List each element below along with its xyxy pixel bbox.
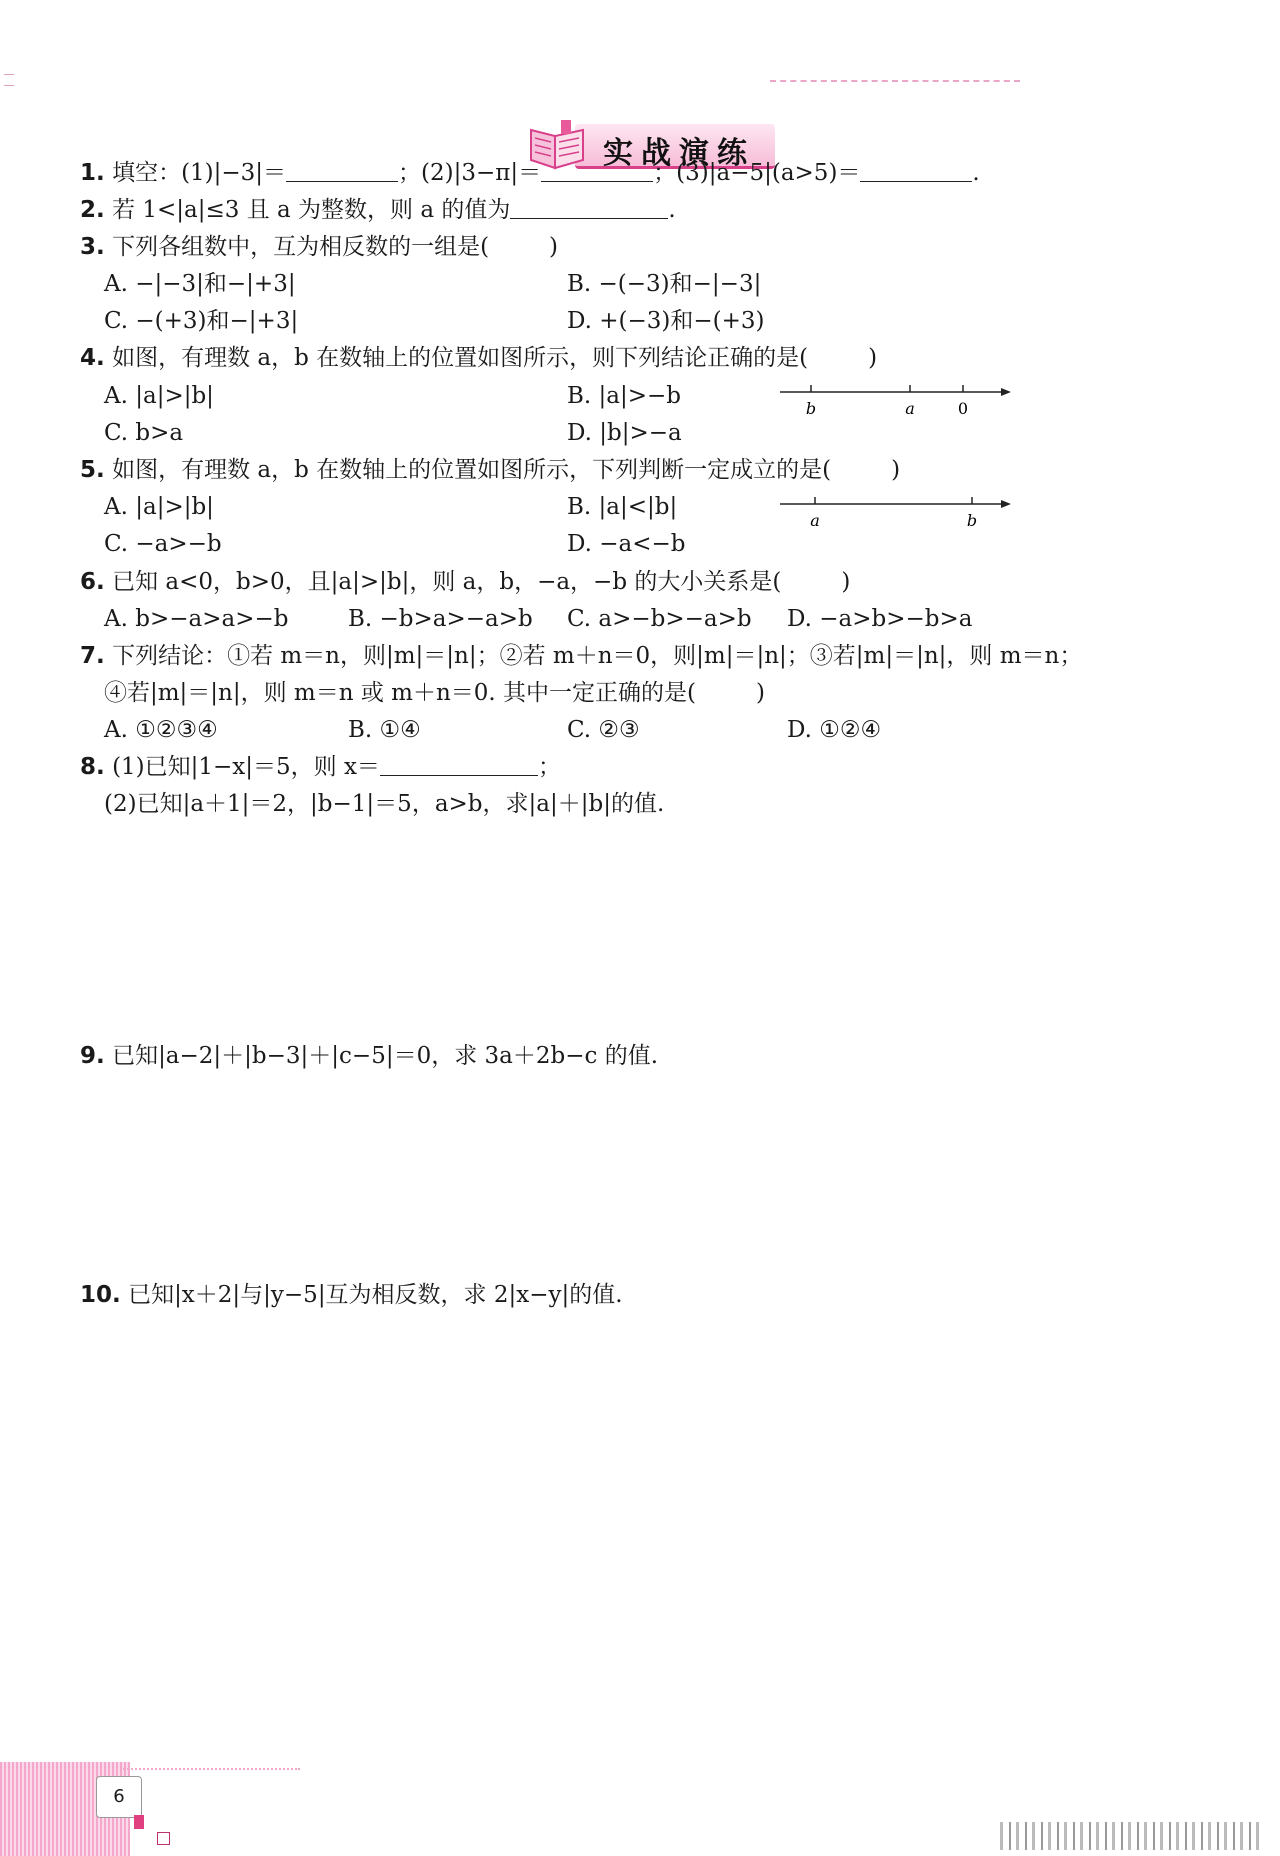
- question-number: 3.: [80, 234, 105, 260]
- question-number: 1.: [80, 160, 105, 186]
- option-d[interactable]: D. +(−3)和−(+3): [567, 308, 765, 334]
- option-d[interactable]: D. −a>b>−b>a: [787, 606, 973, 632]
- question-number: 10.: [80, 1282, 121, 1308]
- q3-close: ): [549, 234, 559, 260]
- q2-text: 若 1<|a|≤3 且 a 为整数，则 a 的值为: [112, 197, 511, 223]
- option-c[interactable]: C. a>−b>−a>b: [567, 606, 752, 632]
- question-7: [80, 641, 1082, 671]
- number-line-q4: [775, 380, 1015, 420]
- question-number: 9.: [80, 1043, 105, 1069]
- axis-label-a: a: [905, 399, 915, 418]
- question-5: [80, 455, 900, 485]
- option-b[interactable]: B. |a|<|b|: [567, 494, 678, 520]
- option-a[interactable]: A. |a|>|b|: [104, 383, 214, 409]
- corner-mark: [4, 74, 14, 86]
- option-b[interactable]: B. ①④: [348, 717, 421, 743]
- axis-label-zero: 0: [957, 399, 969, 418]
- q1-end: .: [972, 160, 980, 186]
- number-line-q5: [775, 492, 1015, 532]
- q3-text: 下列各组数中，互为相反数的一组是(: [112, 234, 490, 260]
- q7-line-1: 下列结论：①若 m＝n，则|m|＝|n|；②若 m＋n＝0，则|m|＝|n|；③若|m|＝|n|，则 m＝n；: [112, 643, 1083, 669]
- q9-text: 已知|a−2|＋|b−3|＋|c−5|＝0，求 3a＋2b−c 的值.: [112, 1043, 659, 1069]
- q5-text: 如图，有理数 a，b 在数轴上的位置如图所示，下列判断一定成立的是(: [112, 457, 832, 483]
- q6-close: ): [841, 569, 851, 595]
- answer-blank[interactable]: [286, 159, 398, 182]
- question-1: [80, 158, 980, 188]
- option-d[interactable]: D. |b|>−a: [567, 420, 682, 446]
- question-8-part-2: (2)已知|a＋1|＝2，|b−1|＝5，a>b，求|a|＋|b|的值.: [104, 791, 665, 817]
- q10-text: 已知|x＋2|与|y−5|互为相反数，求 2|x−y|的值.: [128, 1282, 623, 1308]
- axis-label-b: b: [966, 511, 978, 530]
- q2-end: .: [668, 197, 676, 223]
- q8-part-1-end: ；: [537, 754, 561, 780]
- q4-text: 如图，有理数 a，b 在数轴上的位置如图所示，则下列结论正确的是(: [112, 345, 809, 371]
- option-c[interactable]: C. −a>−b: [104, 531, 222, 557]
- axis-label-a: a: [810, 511, 820, 530]
- option-a[interactable]: A. ①②③④: [104, 717, 218, 743]
- header-title: 实战演练: [603, 136, 755, 171]
- option-b[interactable]: B. −(−3)和−|−3|: [567, 271, 762, 297]
- q6-text: 已知 a<0，b>0，且|a|>|b|，则 a，b，−a，−b 的大小关系是(: [112, 569, 782, 595]
- question-6: [80, 567, 850, 597]
- q4-close: ): [868, 345, 878, 371]
- q1-text-b: ；(2)|3−π|＝: [398, 160, 542, 186]
- page-number: 6: [96, 1776, 142, 1818]
- question-4: [80, 343, 877, 373]
- question-2: [80, 195, 676, 225]
- q7-line-2: ④若|m|＝|n|，则 m＝n 或 m＋n＝0. 其中一定正确的是(: [104, 680, 697, 706]
- question-3: [80, 232, 558, 262]
- footer-square: [157, 1832, 170, 1845]
- q1-text-c: ；(3)|a−5|(a>5)＝: [653, 160, 861, 186]
- option-d[interactable]: D. −a<−b: [567, 531, 686, 557]
- scan-barcode-strip: [1000, 1822, 1260, 1850]
- question-number: 5.: [80, 457, 105, 483]
- axis-label-b: b: [805, 399, 817, 418]
- q7-close: ): [756, 680, 766, 706]
- q8-part-1: (1)已知|1−x|＝5，则 x＝: [112, 754, 380, 780]
- answer-blank[interactable]: [510, 196, 668, 219]
- q5-close: ): [891, 457, 901, 483]
- q1-text-a: 填空：(1)|−3|＝: [112, 160, 287, 186]
- question-10: [80, 1280, 623, 1310]
- question-number: 4.: [80, 345, 105, 371]
- option-a[interactable]: A. −|−3|和−|+3|: [104, 271, 296, 297]
- question-7-continued: [104, 678, 765, 708]
- answer-blank[interactable]: [541, 159, 653, 182]
- question-number: 7.: [80, 643, 105, 669]
- footer-accent: [134, 1815, 144, 1829]
- option-c[interactable]: C. ②③: [567, 717, 640, 743]
- option-a[interactable]: A. b>−a>a>−b: [104, 606, 289, 632]
- footer-dotted-rule: [120, 1768, 300, 1770]
- option-c[interactable]: C. b>a: [104, 420, 184, 446]
- question-9: [80, 1041, 658, 1071]
- option-c[interactable]: C. −(+3)和−|+3|: [104, 308, 299, 334]
- top-dashed-rule: [770, 80, 1020, 82]
- answer-blank[interactable]: [860, 159, 972, 182]
- question-number: 2.: [80, 197, 105, 223]
- option-b[interactable]: B. |a|>−b: [567, 383, 682, 409]
- question-number: 6.: [80, 569, 105, 595]
- question-8: [80, 752, 561, 782]
- question-number: 8.: [80, 754, 105, 780]
- option-d[interactable]: D. ①②④: [787, 717, 882, 743]
- option-b[interactable]: B. −b>a>−a>b: [348, 606, 533, 632]
- answer-blank[interactable]: [380, 753, 538, 776]
- option-a[interactable]: A. |a|>|b|: [104, 494, 214, 520]
